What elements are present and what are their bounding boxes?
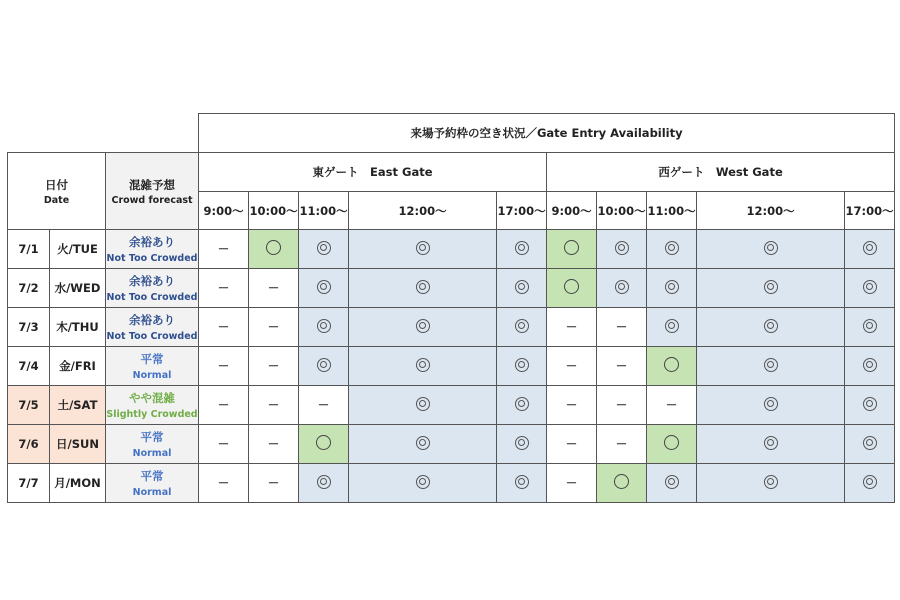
- east-slot-cell: [497, 230, 547, 269]
- forecast-header: [106, 153, 199, 230]
- west-slot-cell: [845, 386, 895, 425]
- west-time-header: 9:00～: [547, 192, 597, 230]
- west-slot-cell: [597, 269, 647, 308]
- west-slot-cell: [647, 386, 697, 425]
- west-slot-cell: [547, 425, 597, 464]
- west-slot-cell: [597, 230, 647, 269]
- table-row: [8, 425, 895, 464]
- east-time-header: 12:00～: [349, 192, 497, 230]
- west-slot-cell: [845, 425, 895, 464]
- date-header: [8, 153, 106, 230]
- forecast-en: Normal: [132, 448, 172, 459]
- east-slot-cell: [249, 269, 299, 308]
- blank-corner: [8, 114, 199, 153]
- double-circle-icon: [764, 475, 778, 489]
- date-header-ja: 日付: [45, 177, 68, 192]
- forecast-cell: [106, 464, 199, 503]
- east-slot-cell: [349, 308, 497, 347]
- double-circle-icon: [317, 280, 331, 294]
- east-slot-cell: [299, 464, 349, 503]
- west-time-header: 11:00～: [647, 192, 697, 230]
- double-circle-icon: [416, 280, 430, 294]
- west-slot-cell: [647, 347, 697, 386]
- forecast-cell: [106, 347, 199, 386]
- title-row: [8, 114, 895, 153]
- table-title: 来場予約枠の空き状況／Gate Entry Availability: [199, 114, 895, 153]
- east-slot-cell: [199, 347, 249, 386]
- west-slot-cell: [697, 425, 845, 464]
- double-circle-icon: [863, 241, 877, 255]
- forecast-ja: やや混雑: [129, 391, 176, 405]
- east-slot-cell: [299, 347, 349, 386]
- dash-icon: －: [217, 242, 230, 256]
- date-cell: 7/6: [8, 425, 50, 464]
- date-header-en: Date: [43, 194, 70, 206]
- east-slot-cell: [249, 230, 299, 269]
- east-slot-cell: [497, 386, 547, 425]
- west-slot-cell: [845, 464, 895, 503]
- dash-icon: －: [217, 281, 230, 295]
- table-row: [8, 230, 895, 269]
- double-circle-icon: [515, 397, 529, 411]
- east-slot-cell: [349, 347, 497, 386]
- west-slot-cell: [697, 386, 845, 425]
- double-circle-icon: [416, 358, 430, 372]
- east-slot-cell: [349, 230, 497, 269]
- double-circle-icon: [515, 475, 529, 489]
- double-circle-icon: [615, 280, 629, 294]
- west-slot-cell: [597, 308, 647, 347]
- dash-icon: －: [615, 437, 628, 451]
- west-slot-cell: [697, 464, 845, 503]
- forecast-en: Not Too Crowded: [106, 331, 198, 342]
- east-time-header: 10:00～: [249, 192, 299, 230]
- east-slot-cell: [299, 425, 349, 464]
- double-circle-icon: [764, 397, 778, 411]
- east-slot-cell: [349, 386, 497, 425]
- double-circle-icon: [863, 319, 877, 333]
- west-gate-header: 西ゲート West Gate: [547, 153, 895, 192]
- double-circle-icon: [317, 241, 331, 255]
- date-cell: 7/5: [8, 386, 50, 425]
- west-slot-cell: [597, 347, 647, 386]
- double-circle-icon: [416, 241, 430, 255]
- circle-icon: [614, 474, 629, 489]
- west-slot-cell: [597, 425, 647, 464]
- dash-icon: －: [267, 281, 280, 295]
- double-circle-icon: [665, 475, 679, 489]
- double-circle-icon: [764, 241, 778, 255]
- forecast-cell: [106, 308, 199, 347]
- west-slot-cell: [647, 230, 697, 269]
- double-circle-icon: [665, 280, 679, 294]
- day-cell: 土/SAT: [50, 386, 106, 425]
- date-cell: 7/1: [8, 230, 50, 269]
- double-circle-icon: [416, 319, 430, 333]
- east-slot-cell: [199, 386, 249, 425]
- date-cell: 7/3: [8, 308, 50, 347]
- east-slot-cell: [249, 347, 299, 386]
- table-row: [8, 347, 895, 386]
- circle-icon: [664, 435, 679, 450]
- dash-icon: －: [217, 320, 230, 334]
- forecast-header-ja: 混雑予想: [129, 177, 176, 192]
- west-slot-cell: [547, 269, 597, 308]
- east-slot-cell: [249, 386, 299, 425]
- dash-icon: －: [565, 398, 578, 412]
- west-slot-cell: [647, 425, 697, 464]
- east-slot-cell: [249, 425, 299, 464]
- dash-icon: －: [565, 476, 578, 490]
- west-slot-cell: [697, 347, 845, 386]
- double-circle-icon: [764, 358, 778, 372]
- date-cell: 7/4: [8, 347, 50, 386]
- west-slot-cell: [697, 230, 845, 269]
- table-row: [8, 464, 895, 503]
- forecast-ja: 平常: [140, 469, 164, 483]
- west-slot-cell: [547, 386, 597, 425]
- forecast-ja: 余裕あり: [129, 274, 176, 288]
- forecast-ja: 余裕あり: [129, 313, 176, 327]
- day-cell: 金/FRI: [50, 347, 106, 386]
- west-slot-cell: [697, 308, 845, 347]
- west-time-header: 12:00～: [697, 192, 845, 230]
- date-cell: 7/7: [8, 464, 50, 503]
- west-slot-cell: [845, 230, 895, 269]
- east-slot-cell: [199, 308, 249, 347]
- east-slot-cell: [497, 464, 547, 503]
- west-slot-cell: [845, 347, 895, 386]
- double-circle-icon: [515, 436, 529, 450]
- dash-icon: －: [317, 398, 330, 412]
- double-circle-icon: [863, 280, 877, 294]
- double-circle-icon: [863, 397, 877, 411]
- east-slot-cell: [249, 308, 299, 347]
- dash-icon: －: [615, 359, 628, 373]
- forecast-cell: [106, 386, 199, 425]
- double-circle-icon: [764, 436, 778, 450]
- day-cell: 日/SUN: [50, 425, 106, 464]
- forecast-en: Not Too Crowded: [106, 253, 198, 264]
- circle-icon: [564, 240, 579, 255]
- forecast-en: Normal: [132, 487, 172, 498]
- west-slot-cell: [647, 269, 697, 308]
- east-slot-cell: [349, 464, 497, 503]
- west-slot-cell: [597, 464, 647, 503]
- dash-icon: －: [267, 437, 280, 451]
- dash-icon: －: [615, 398, 628, 412]
- date-cell: 7/2: [8, 269, 50, 308]
- dash-icon: －: [217, 476, 230, 490]
- day-cell: 月/MON: [50, 464, 106, 503]
- dash-icon: －: [565, 437, 578, 451]
- dash-icon: －: [217, 359, 230, 373]
- forecast-cell: [106, 230, 199, 269]
- day-cell: 火/TUE: [50, 230, 106, 269]
- east-slot-cell: [497, 269, 547, 308]
- double-circle-icon: [416, 475, 430, 489]
- west-slot-cell: [647, 464, 697, 503]
- west-slot-cell: [597, 386, 647, 425]
- forecast-ja: 余裕あり: [129, 235, 176, 249]
- forecast-header-en: Crowd forecast: [111, 194, 193, 206]
- dash-icon: －: [267, 398, 280, 412]
- east-slot-cell: [199, 464, 249, 503]
- east-time-header: 9:00～: [199, 192, 249, 230]
- east-slot-cell: [497, 347, 547, 386]
- double-circle-icon: [665, 241, 679, 255]
- double-circle-icon: [615, 241, 629, 255]
- double-circle-icon: [515, 319, 529, 333]
- east-slot-cell: [199, 425, 249, 464]
- west-slot-cell: [845, 269, 895, 308]
- dash-icon: －: [267, 359, 280, 373]
- dash-icon: －: [665, 398, 678, 412]
- table-body: [8, 230, 895, 503]
- west-slot-cell: [547, 464, 597, 503]
- circle-icon: [316, 435, 331, 450]
- west-slot-cell: [547, 308, 597, 347]
- west-slot-cell: [547, 230, 597, 269]
- west-slot-cell: [697, 269, 845, 308]
- double-circle-icon: [317, 475, 331, 489]
- east-slot-cell: [349, 269, 497, 308]
- east-slot-cell: [497, 425, 547, 464]
- dash-icon: －: [565, 320, 578, 334]
- dash-icon: －: [217, 437, 230, 451]
- forecast-ja: 平常: [140, 430, 164, 444]
- dash-icon: －: [565, 359, 578, 373]
- double-circle-icon: [863, 436, 877, 450]
- table-row: [8, 308, 895, 347]
- double-circle-icon: [863, 358, 877, 372]
- east-slot-cell: [497, 308, 547, 347]
- double-circle-icon: [863, 475, 877, 489]
- east-slot-cell: [349, 425, 497, 464]
- double-circle-icon: [416, 397, 430, 411]
- circle-icon: [664, 357, 679, 372]
- forecast-ja: 平常: [140, 352, 164, 366]
- east-slot-cell: [249, 464, 299, 503]
- forecast-en: Normal: [132, 370, 172, 381]
- double-circle-icon: [764, 280, 778, 294]
- east-slot-cell: [199, 230, 249, 269]
- double-circle-icon: [317, 358, 331, 372]
- west-slot-cell: [547, 347, 597, 386]
- east-gate-header: 東ゲート East Gate: [199, 153, 547, 192]
- day-cell: 木/THU: [50, 308, 106, 347]
- dash-icon: －: [267, 320, 280, 334]
- double-circle-icon: [515, 241, 529, 255]
- west-time-header: 10:00～: [597, 192, 647, 230]
- dash-icon: －: [267, 476, 280, 490]
- circle-icon: [564, 279, 579, 294]
- double-circle-icon: [665, 319, 679, 333]
- availability-table: [7, 113, 895, 503]
- forecast-en: Not Too Crowded: [106, 292, 198, 303]
- east-time-header: 11:00～: [299, 192, 349, 230]
- double-circle-icon: [764, 319, 778, 333]
- double-circle-icon: [515, 280, 529, 294]
- double-circle-icon: [416, 436, 430, 450]
- east-slot-cell: [299, 230, 349, 269]
- forecast-cell: [106, 425, 199, 464]
- table-row: [8, 386, 895, 425]
- double-circle-icon: [317, 319, 331, 333]
- forecast-cell: [106, 269, 199, 308]
- east-slot-cell: [299, 386, 349, 425]
- dash-icon: －: [615, 320, 628, 334]
- east-slot-cell: [299, 308, 349, 347]
- forecast-en: Slightly Crowded: [106, 409, 198, 420]
- day-cell: 水/WED: [50, 269, 106, 308]
- west-slot-cell: [845, 308, 895, 347]
- gate-row: [8, 153, 895, 192]
- west-slot-cell: [647, 308, 697, 347]
- table-row: [8, 269, 895, 308]
- east-slot-cell: [199, 269, 249, 308]
- dash-icon: －: [217, 398, 230, 412]
- west-time-header: 17:00～: [845, 192, 895, 230]
- double-circle-icon: [515, 358, 529, 372]
- circle-icon: [266, 240, 281, 255]
- east-time-header: 17:00～: [497, 192, 547, 230]
- east-slot-cell: [299, 269, 349, 308]
